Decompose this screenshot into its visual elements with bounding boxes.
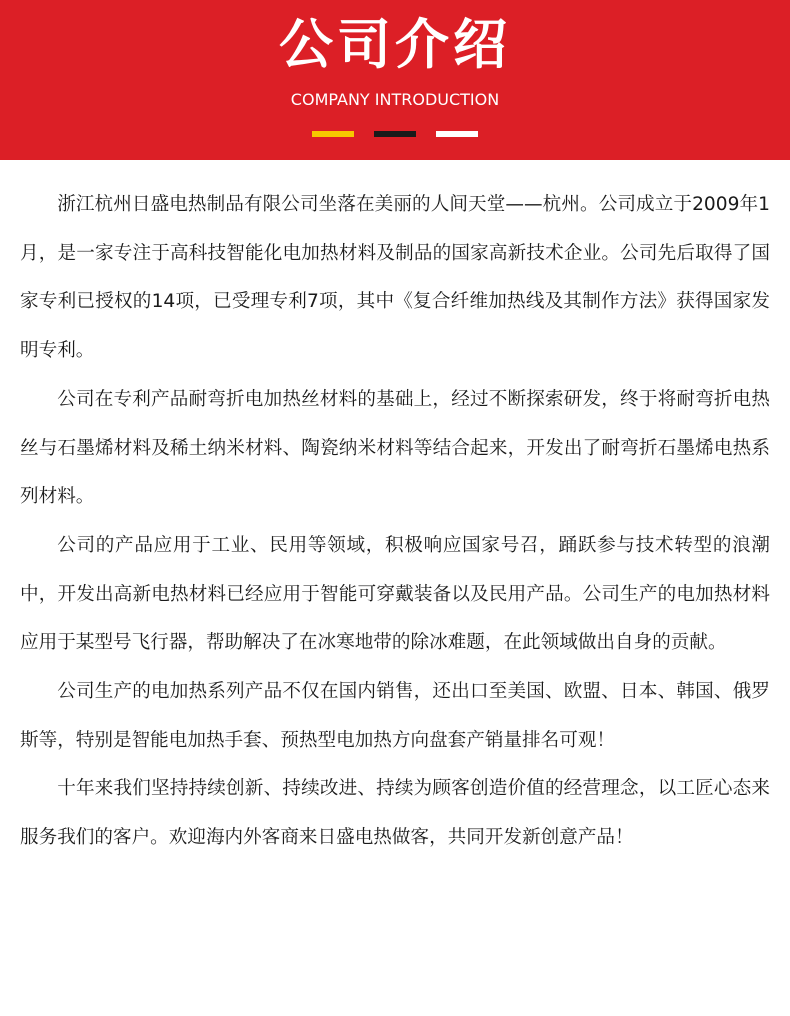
header-banner (0, 0, 790, 160)
page-title: 公司介绍 (279, 13, 511, 76)
paragraph-graphene-products: 公司在专利产品耐弯折电加热丝材料的基础上，经过不断探索研发，终于将耐弯折电热丝与石墨烯材料及稀土纳米材料、陶瓷纳米材料等结合起来，开发出了耐弯折石墨烯电热系列材料。 (20, 388, 770, 508)
decor-bar-yellow (312, 131, 354, 137)
decor-bar-white (436, 131, 478, 137)
paragraph-applications: 公司的产品应用于工业、民用等领域，积极响应国家号召，踊跃参与技术转型的浪潮中，开发出高新电热材料已经应用于智能可穿戴装备以及民用产品。公司生产的电加热材料应用于某型号飞行器，帮助解决了在冰寒地带的除冰难题，在此领域做出自身的贡献。 (20, 534, 770, 654)
paragraph-export: 公司生产的电加热系列产品不仅在国内销售，还出口至美国、欧盟、日本、韩国、俄罗斯等，特别是智能电加热手套、预热型电加热方向盘套产销量排名可观！ (20, 681, 770, 751)
decor-bar-black (374, 131, 416, 137)
company-introduction-body (0, 160, 790, 863)
paragraph-philosophy: 十年来我们坚持持续创新、持续改进、持续为顾客创造价值的经营理念，以工匠心态来服务我们的客户。欢迎海内外客商来日盛电热做客，共同开发新创意产品！ (20, 778, 770, 849)
paragraph-company-profile: 浙江杭州日盛电热制品有限公司坐落在美丽的人间天堂——杭州。公司成立于2009年1月，是一家专注于高科技智能化电加热材料及制品的国家高新技术企业。公司先后取得了国家专利已授权的14项，已受理专利7项，其中《复合纤维加热线及其制作方法》获得国家发明专利。 (20, 194, 770, 362)
page-subtitle: COMPANY INTRODUCTION (290, 90, 500, 109)
